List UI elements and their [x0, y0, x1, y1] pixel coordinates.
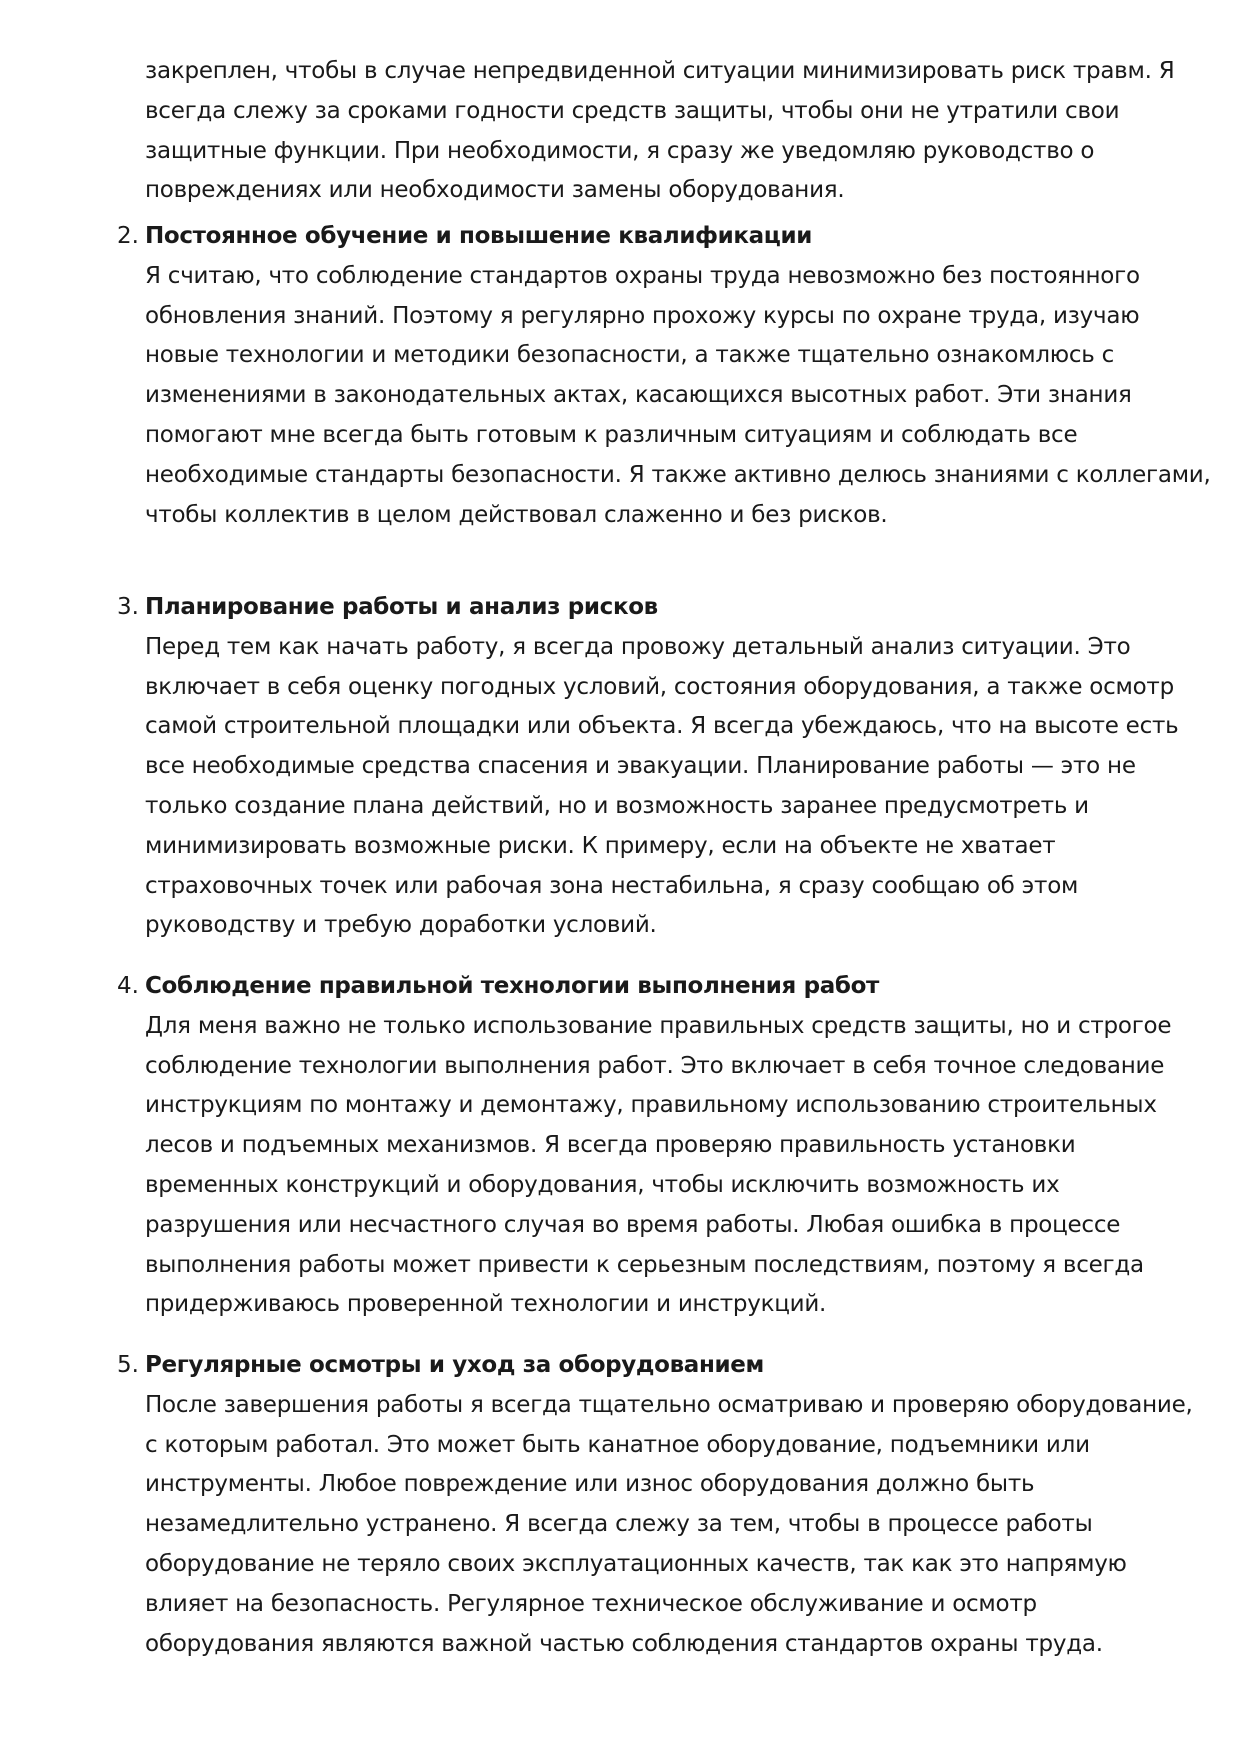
text-line: придерживаюсь проверенной технологии и инструкций. [145, 1291, 827, 1318]
text-line: все необходимые средства спасения и эвакуации. Планирование работы — это не [145, 753, 1136, 780]
list-item-title: Постоянное обучение и повышение квалификации [145, 223, 813, 249]
text-line: обновления знаний. Поэтому я регулярно прохожу курсы по охране труда, изучаю [145, 302, 1140, 329]
list-item-number: 3. [117, 594, 139, 620]
text-line: повреждениях или необходимости замены оборудования. [145, 177, 845, 204]
list-item-title: Планирование работы и анализ рисков [145, 594, 658, 620]
text-line: с которым работал. Это может быть канатное оборудование, подъемники или [145, 1431, 1090, 1458]
intro-paragraph [145, 52, 1175, 211]
text-line: Я считаю, что соблюдение стандартов охраны труда невозможно без постоянного [145, 262, 1140, 289]
text-line: помогают мне всегда быть готовым к различным ситуациям и соблюдать все [145, 421, 1078, 448]
text-line: После завершения работы я всегда тщательно осматриваю и проверяю оборудование, [145, 1391, 1193, 1418]
list-item-body [145, 628, 1179, 946]
text-line: незамедлительно устранено. Я всегда слежу за тем, чтобы в процессе работы [145, 1511, 1093, 1538]
list-item-body [145, 1007, 1172, 1325]
text-line: изменениями в законодательных актах, касающихся высотных работ. Эти знания [145, 382, 1132, 409]
text-line: руководству и требую доработки условий. [145, 912, 657, 939]
text-line: инструменты. Любое повреждение или износ оборудования должно быть [145, 1471, 1035, 1498]
text-line: соблюдение технологии выполнения работ. Это включает в себя точное следование [145, 1052, 1165, 1079]
text-line: разрушения или несчастного случая во время работы. Любая ошибка в процессе [145, 1211, 1121, 1238]
list-item-number: 5. [117, 1352, 139, 1378]
text-line: влияет на безопасность. Регулярное техническое обслуживание и осмотр [145, 1590, 1037, 1617]
text-line: оборудование не теряло своих эксплуатационных качеств, так как это напрямую [145, 1550, 1127, 1577]
text-line: выполнения работы может привести к серьезным последствиям, поэтому я всегда [145, 1251, 1144, 1278]
text-line: оборудования являются важной частью соблюдения стандартов охраны труда. [145, 1630, 1103, 1657]
text-line: минимизировать возможные риски. К примеру, если на объекте не хватает [145, 832, 1056, 859]
list-item-number: 4. [117, 973, 139, 999]
text-line: всегда слежу за сроками годности средств защиты, чтобы они не утратили свои [145, 97, 1120, 124]
text-line: самой строительной площадки или объекта. Я всегда убеждаюсь, что на высоте есть [145, 713, 1179, 740]
list-item-body [145, 1386, 1193, 1665]
text-line: новые технологии и методики безопасности, а также тщательно ознакомлюсь с [145, 342, 1115, 369]
list-item-number: 2. [117, 223, 139, 249]
text-line: Перед тем как начать работу, я всегда провожу детальный анализ ситуации. Это [145, 633, 1131, 660]
text-line: инструкциям по монтажу и демонтажу, правильному использованию строительных [145, 1092, 1157, 1119]
text-line: чтобы коллектив в целом действовал слаженно и без рисков. [145, 501, 888, 528]
text-line: временных конструкций и оборудования, чтобы исключить возможность их [145, 1171, 1060, 1198]
list-item-body [145, 257, 1211, 536]
text-line: необходимые стандарты безопасности. Я также активно делюсь знаниями с коллегами, [145, 461, 1211, 488]
text-line: закреплен, чтобы в случае непредвиденной ситуации минимизировать риск травм. Я [145, 58, 1175, 84]
text-line: лесов и подъемных механизмов. Я всегда проверяю правильность установки [145, 1132, 1076, 1159]
list-item-title: Соблюдение правильной технологии выполнения работ [145, 973, 880, 999]
list-item-title: Регулярные осмотры и уход за оборудованием [145, 1352, 764, 1378]
text-line: включает в себя оценку погодных условий, состояния оборудования, а также осмотр [145, 673, 1174, 700]
text-line: только создание плана действий, но и возможность заранее предусмотреть и [145, 792, 1089, 819]
text-line: Для меня важно не только использование правильных средств защиты, но и строгое [145, 1012, 1172, 1039]
text-line: защитные функции. При необходимости, я сразу же уведомляю руководство о [145, 137, 1095, 164]
text-line: страховочных точек или рабочая зона нестабильна, я сразу сообщаю об этом [145, 872, 1079, 899]
